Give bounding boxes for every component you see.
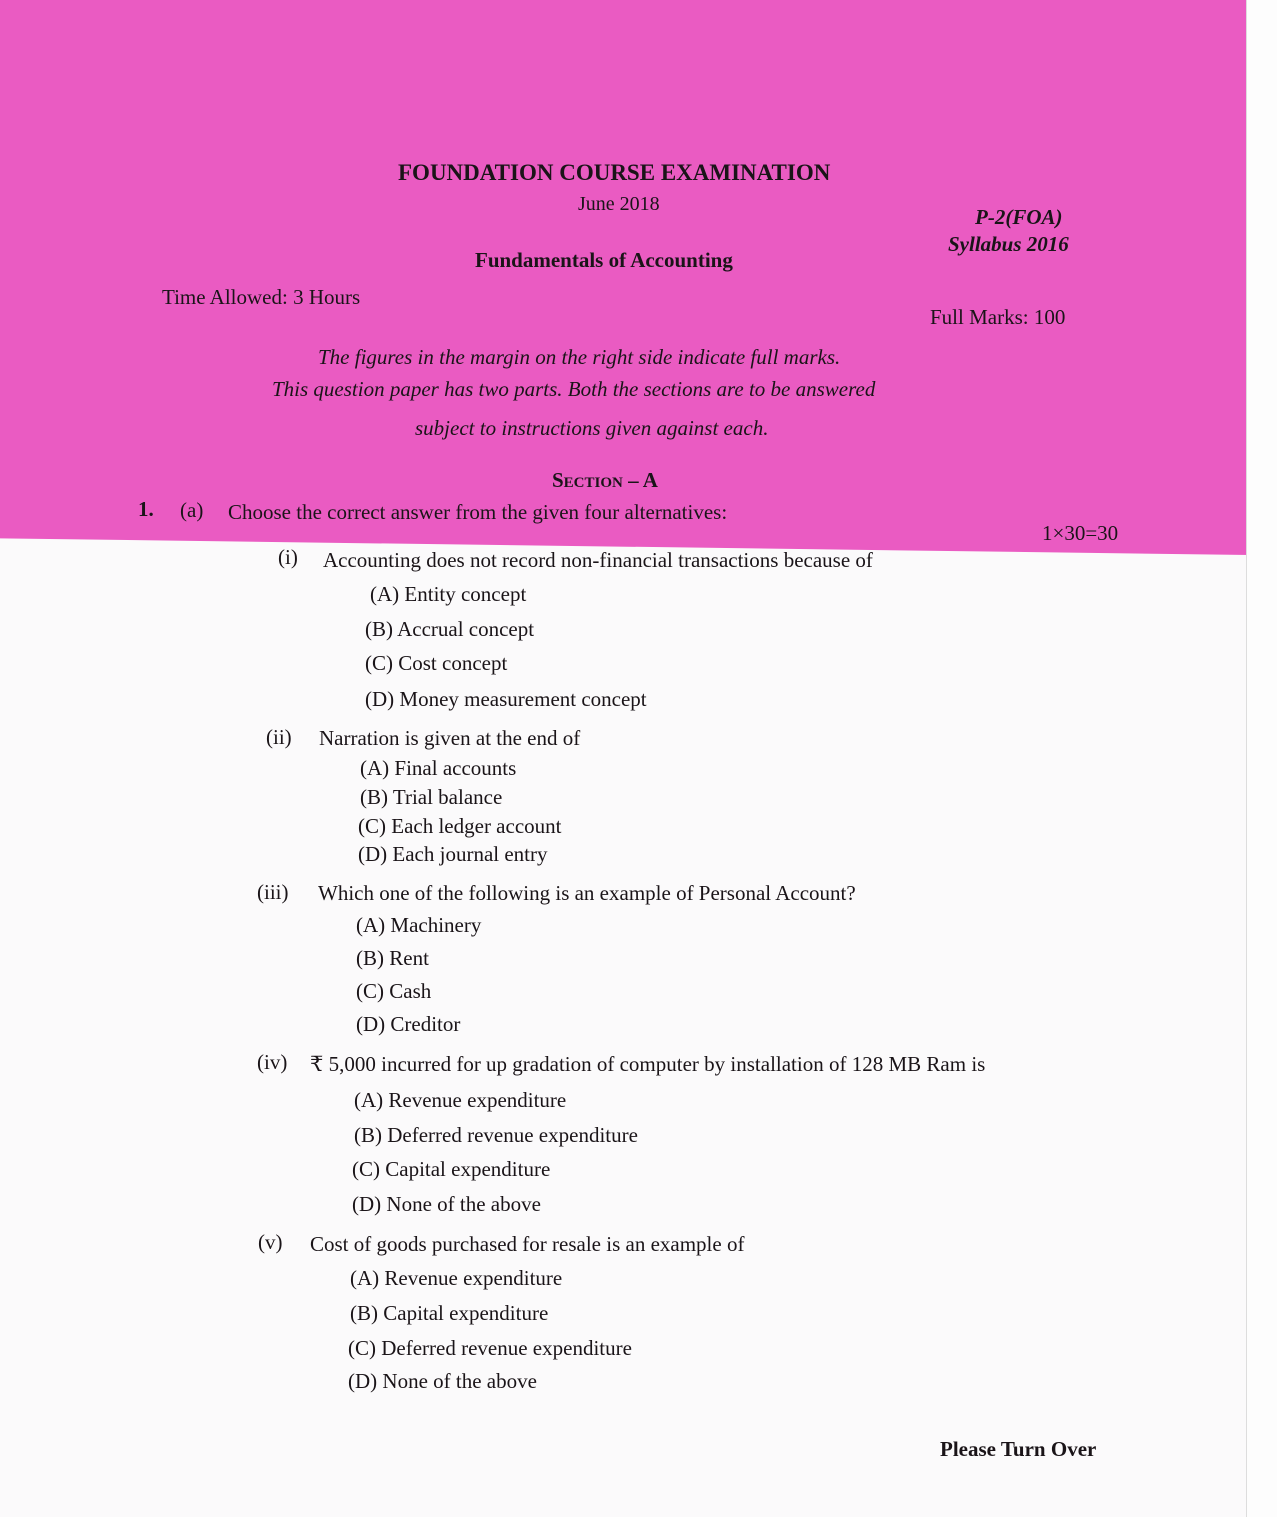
question-num: (iii)	[257, 880, 289, 904]
instruction-line: subject to instructions given against each.	[415, 416, 769, 440]
option: (A) Entity concept	[370, 582, 527, 606]
question-num: (i)	[278, 545, 298, 569]
question-num: (v)	[258, 1230, 283, 1254]
option: (D) Creditor	[356, 1012, 461, 1036]
option: (C) Each ledger account	[358, 814, 562, 838]
section-heading: Section – A	[552, 468, 658, 492]
full-marks: Full Marks: 100	[930, 305, 1066, 329]
option: (B) Capital expenditure	[350, 1301, 549, 1325]
option: (B) Rent	[356, 946, 429, 970]
question-text: Which one of the following is an example of Personal Account?	[318, 881, 856, 905]
option: (C) Deferred revenue expenditure	[348, 1336, 632, 1360]
option: (B) Trial balance	[360, 785, 503, 809]
question-text: Narration is given at the end of	[319, 726, 581, 750]
option: (D) None of the above	[348, 1369, 537, 1393]
option: (A) Revenue expenditure	[354, 1088, 567, 1112]
option: (B) Accrual concept	[365, 617, 535, 641]
question-text: ₹ 5,000 incurred for up gradation of computer by installation of 128 MB Ram is	[310, 1052, 986, 1076]
syllabus: Syllabus 2016	[948, 232, 1069, 256]
session: June 2018	[578, 193, 660, 215]
question-number: 1.	[138, 497, 154, 521]
subject-title: Fundamentals of Accounting	[475, 248, 733, 272]
option: (B) Deferred revenue expenditure	[354, 1123, 638, 1147]
option: (C) Capital expenditure	[352, 1157, 551, 1181]
option: (A) Machinery	[356, 913, 482, 937]
question-part: (a)	[180, 498, 204, 522]
instruction-line: This question paper has two parts. Both the sections are to be answered	[272, 377, 876, 401]
instruction-line: The figures in the margin on the right side indicate full marks.	[318, 345, 841, 369]
exam-title: FOUNDATION COURSE EXAMINATION	[398, 160, 831, 185]
option: (C) Cash	[356, 979, 432, 1003]
question-instruction: Choose the correct answer from the given four alternatives:	[228, 500, 728, 524]
question-num: (iv)	[257, 1050, 288, 1074]
question-num: (ii)	[266, 725, 292, 749]
option: (D) Money measurement concept	[365, 687, 647, 711]
page-edge	[1246, 0, 1277, 1517]
please-turn-over: Please Turn Over	[940, 1437, 1097, 1461]
option: (D) Each journal entry	[358, 842, 548, 866]
question-text: Cost of goods purchased for resale is an example of	[310, 1232, 745, 1256]
time-allowed: Time Allowed: 3 Hours	[162, 285, 361, 309]
marks: 1×30=30	[1042, 521, 1119, 545]
question-text: Accounting does not record non-financial transactions because of	[323, 548, 873, 572]
option: (D) None of the above	[352, 1192, 541, 1216]
option: (C) Cost concept	[365, 651, 508, 675]
option: (A) Final accounts	[360, 756, 517, 780]
paper-code: P-2(FOA)	[975, 205, 1063, 229]
option: (A) Revenue expenditure	[350, 1266, 563, 1290]
